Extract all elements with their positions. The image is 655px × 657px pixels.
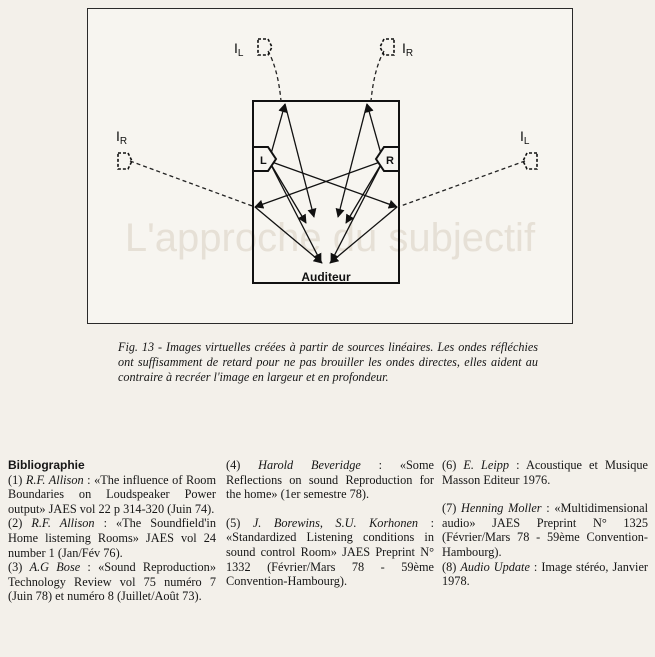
image-label-mid-right: $I_L$ xyxy=(520,128,530,147)
bib-entry-2: (2) R.F. Allison : «The Soundfield'in Home listeming Rooms» JAES vol 24 number 1 (Jan/Fév 76). xyxy=(8,516,216,560)
virtual-images-diagram xyxy=(88,9,572,323)
figure-frame xyxy=(87,8,573,324)
image-label-top-left: $I_L$ xyxy=(234,40,244,59)
bibliography-title: Bibliographie xyxy=(8,458,85,472)
bibliography-column-3 xyxy=(442,458,648,589)
bibliography xyxy=(8,458,646,638)
bib-entry-4: (4) Harold Beveridge : «Some Reflections on sound Reproduction for the home» (1er semestre 78). xyxy=(226,458,434,502)
bib-entry-7: (7) Henning Moller : «Multidimensional audio» JAES Preprint N° 1325 (Février/Mars 78 - 59ème Convention-Hambourg). xyxy=(442,501,648,559)
speaker-right-label: R xyxy=(386,155,394,167)
listener-label: Auditeur xyxy=(301,270,351,284)
virtual-speaker-top-left xyxy=(258,39,272,55)
bibliography-column-1 xyxy=(8,458,216,604)
bib-entry-8: (8) Audio Update : Image stéréo, Janvier 1978. xyxy=(442,559,648,589)
watermark-text: L'approche du subjectif xyxy=(124,216,536,260)
bib-entry-1: (1) R.F. Allison : «The influence of Room Boundaries on Loudspeaker Power output» JAES vol 22 p 314-320 (Juin 74). xyxy=(8,472,217,516)
virtual-image-paths xyxy=(130,51,525,207)
bibliography-column-2 xyxy=(226,458,434,589)
speaker-left-label: L xyxy=(260,155,267,167)
bib-entry-5: (5) J. Borewins, S.U. Korhonen : «Standardized Listening conditions in sound control Room» JAES Preprint N° 1332 (Février/Mars 78 - 59ème Convention-Hambourg). xyxy=(226,515,434,589)
virtual-speaker-mid-left xyxy=(118,153,132,169)
figure-caption: Fig. 13 - Images virtuelles créées à partir de sources linéaires. Les ondes réfléchies ont suffisamment de retard pour ne pas brouiller les ondes directes, elles aident au contraire à recréer l'image en largeur et en profondeur. xyxy=(118,340,538,384)
virtual-speaker-mid-right xyxy=(523,153,537,169)
image-label-mid-left: $I_R$ xyxy=(116,128,128,147)
virtual-speaker-top-right xyxy=(380,39,394,55)
bib-entry-6: (6) E. Leipp : Acoustique et Musique Masson Editeur 1976. xyxy=(442,458,648,487)
bib-entry-3: (3) A.G Bose : «Sound Reproduction» Technology Review vol 75 numéro 7 (Juin 78) et numéro 8 (Juillet/Août 73). xyxy=(8,560,216,604)
image-label-top-right: $I_R$ xyxy=(402,40,414,59)
